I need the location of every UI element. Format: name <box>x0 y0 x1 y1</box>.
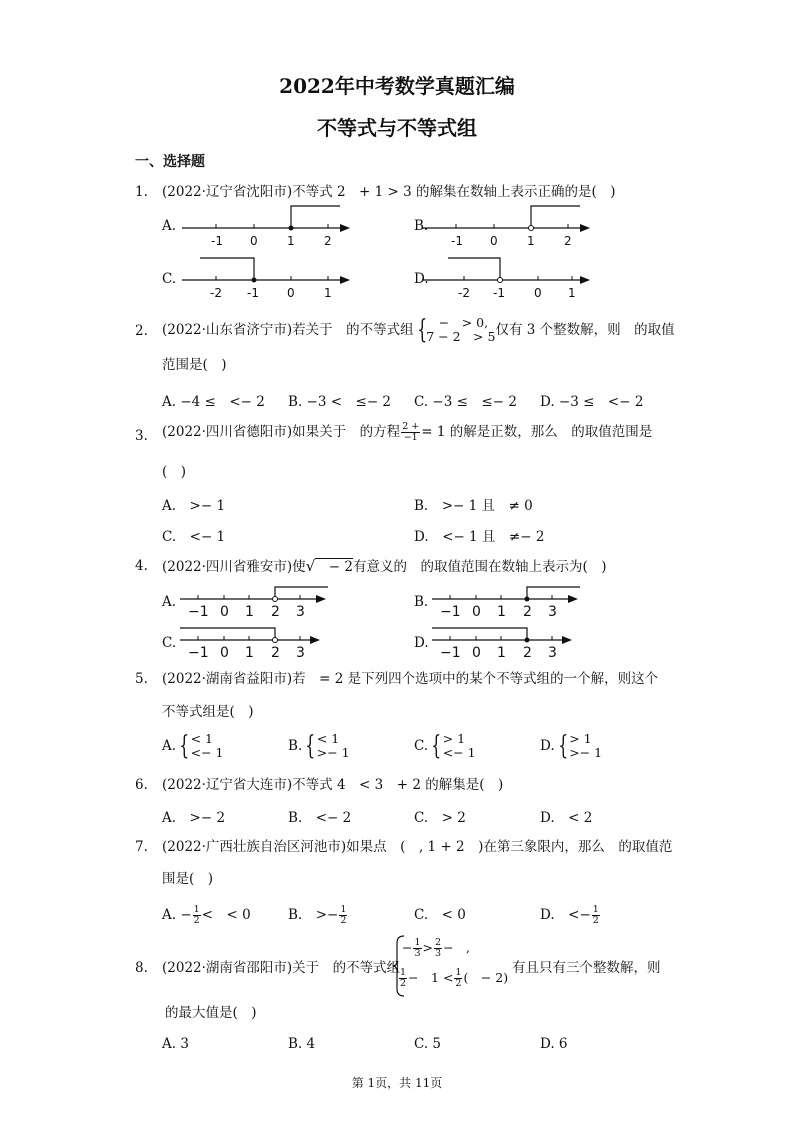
tick-label: -1 <box>247 286 259 300</box>
tick-label: -1 <box>211 234 223 248</box>
number-line-q4-d <box>430 626 590 662</box>
question-stem: (2022·广西壮族自治区河池市)如果点 ( , 1 + 2 )在第三象限内，那么 的取值范 <box>162 839 673 855</box>
question-stem: (2022·山东省济宁市)若关于 的不等式组 { − > 0, 7 − 2 > 5仅有 3 个整数解，则 的取值 <box>162 315 675 345</box>
question-number: 2. <box>135 323 148 339</box>
tick-label: −1 <box>188 645 209 661</box>
option-c[interactable]: C. {> 1 <− 1 <box>414 731 476 761</box>
option-b[interactable]: B. <− 2 <box>288 810 352 826</box>
number-line-q1-b <box>420 204 595 250</box>
option-c[interactable]: C. > 2 <box>414 810 466 826</box>
number-line-q1-c <box>180 256 355 302</box>
option-a[interactable]: A. >− 1 <box>162 498 226 514</box>
tick-label: -1 <box>451 234 463 248</box>
tick-label: −1 <box>440 604 461 620</box>
option-c[interactable]: C. −3 ≤ ≤− 2 <box>414 394 517 410</box>
tick-label: −1 <box>440 645 461 661</box>
option-label[interactable]: A. <box>162 594 177 610</box>
option-label[interactable]: D. <box>414 635 429 651</box>
question-number: 7. <box>135 839 148 855</box>
option-d[interactable]: D. −3 ≤ <− 2 <box>540 394 644 410</box>
option-a[interactable]: A. {< 1 <− 1 <box>162 731 224 761</box>
tick-label: 0 <box>534 286 542 300</box>
option-label[interactable]: D. <box>414 271 429 287</box>
number-line-q4-c <box>178 626 338 662</box>
number-line-q1-d <box>420 256 595 302</box>
question-number: 6. <box>135 777 148 793</box>
tick-label: 1 <box>245 604 254 620</box>
tick-label: 3 <box>548 645 557 661</box>
option-d[interactable]: D. <− $\frac{1}{2}$ <box>540 904 599 926</box>
option-a[interactable]: A. − $\frac{1}{2}$ < < 0 <box>162 904 251 926</box>
tick-label: 2 <box>324 234 332 248</box>
tick-label: 1 <box>245 645 254 661</box>
question-stem: (2022·辽宁省大连市)不等式 4 < 3 + 2 的解集是( ) <box>162 777 504 793</box>
option-b[interactable]: B. >− 1 且 ≠ 0 <box>414 498 533 514</box>
tick-label: 3 <box>296 645 305 661</box>
system-line-1: − $\frac{1}{3}$ > $\frac{2}{3}$ − , <box>402 937 471 959</box>
tick-label: 0 <box>472 645 481 661</box>
tick-label: 1 <box>497 645 506 661</box>
tick-label: -2 <box>210 286 222 300</box>
system-line-2: $\frac{1}{2}$ − 1 < $\frac{1}{2}$ ( − 2) <box>400 967 509 989</box>
tick-label: 0 <box>250 234 258 248</box>
question-stem-cont: 围是( ) <box>162 871 214 887</box>
tick-label: 0 <box>220 645 229 661</box>
tick-label: 2 <box>523 645 532 661</box>
number-line-q1-a <box>180 204 355 250</box>
option-c[interactable]: C. <− 1 <box>162 529 226 545</box>
option-a[interactable]: A. −4 ≤ <− 2 <box>162 394 265 410</box>
tick-label: −1 <box>188 604 209 620</box>
option-b[interactable]: B. >− $\frac{1}{2}$ <box>288 904 347 926</box>
page-title: 2022年中考数学真题汇编 <box>279 74 515 98</box>
option-c[interactable]: C. < 0 <box>414 907 466 923</box>
question-number: 5. <box>135 671 148 687</box>
tick-label: 3 <box>296 604 305 620</box>
section-heading: 一、选择题 <box>135 154 205 170</box>
question-stem-cont: 不等式组是( ) <box>162 704 254 720</box>
question-number: 3. <box>135 428 148 444</box>
question-stem: (2022·四川省德阳市)如果关于 的方程 $\frac{2 +}{-1}$ = 1 的解是正数，那么 的取值范围是 <box>162 421 653 443</box>
tick-label: 1 <box>527 234 535 248</box>
question-number: 8. <box>135 960 148 976</box>
question-number: 4. <box>135 558 148 574</box>
tick-label: 2 <box>564 234 572 248</box>
option-d[interactable]: D. <− 1 且 ≠− 2 <box>414 529 545 545</box>
question-stem-cont: 的最大值是( ) <box>165 1005 257 1021</box>
option-b[interactable]: B. {< 1 >− 1 <box>288 731 350 761</box>
option-label[interactable]: B. <box>414 218 429 234</box>
option-label[interactable]: C. <box>162 635 177 651</box>
question-stem: (2022·湖南省益阳市)若 = 2 是下列四个选项中的某个不等式组的一个解，则这个 <box>162 671 659 687</box>
question-stem: (2022·四川省雅安市)使√ − 2有意义的 的取值范围在数轴上表示为( ) <box>162 557 607 575</box>
tick-label: 1 <box>497 604 506 620</box>
tick-label: -1 <box>493 286 505 300</box>
tick-label: 0 <box>472 604 481 620</box>
number-line-q4-a <box>178 585 338 621</box>
number-line-q4-b <box>430 585 590 621</box>
tick-label: 1 <box>287 234 295 248</box>
page-subtitle: 不等式与不等式组 <box>317 116 477 140</box>
tick-label: 0 <box>490 234 498 248</box>
tick-label: 2 <box>271 645 280 661</box>
question-stem: (2022·辽宁省沈阳市)不等式 2 + 1 > 3 的解集在数轴上表示正确的是( ) <box>162 184 616 200</box>
option-b[interactable]: B. −3 < ≤− 2 <box>288 394 392 410</box>
option-label[interactable]: B. <box>414 594 429 610</box>
tick-label: 0 <box>220 604 229 620</box>
tick-label: 1 <box>324 286 332 300</box>
option-d[interactable]: D. {> 1 >− 1 <box>540 731 603 761</box>
question-number: 1. <box>135 184 148 200</box>
option-b[interactable]: B. 4 <box>288 1036 316 1052</box>
option-c[interactable]: C. 5 <box>414 1036 442 1052</box>
tick-label: 2 <box>271 604 280 620</box>
tick-label: -2 <box>458 286 470 300</box>
option-label[interactable]: A. <box>162 218 177 234</box>
page-footer: 第 1页，共 11页 <box>351 1076 443 1090</box>
question-stem-cont: ( ) <box>162 464 187 480</box>
question-stem-tail: 有且只有三个整数解，则 <box>512 960 661 976</box>
option-label[interactable]: C. <box>162 271 177 287</box>
question-stem: (2022·湖南省邵阳市)关于 的不等式组 <box>162 960 401 976</box>
option-d[interactable]: D. < 2 <box>540 810 593 826</box>
tick-label: 0 <box>287 286 295 300</box>
option-d[interactable]: D. 6 <box>540 1036 568 1052</box>
tick-label: 1 <box>568 286 576 300</box>
tick-label: 3 <box>548 604 557 620</box>
question-stem-cont: 范围是( ) <box>162 357 227 373</box>
option-a[interactable]: A. 3 <box>162 1036 189 1052</box>
tick-label: 2 <box>523 604 532 620</box>
option-a[interactable]: A. >− 2 <box>162 810 226 826</box>
